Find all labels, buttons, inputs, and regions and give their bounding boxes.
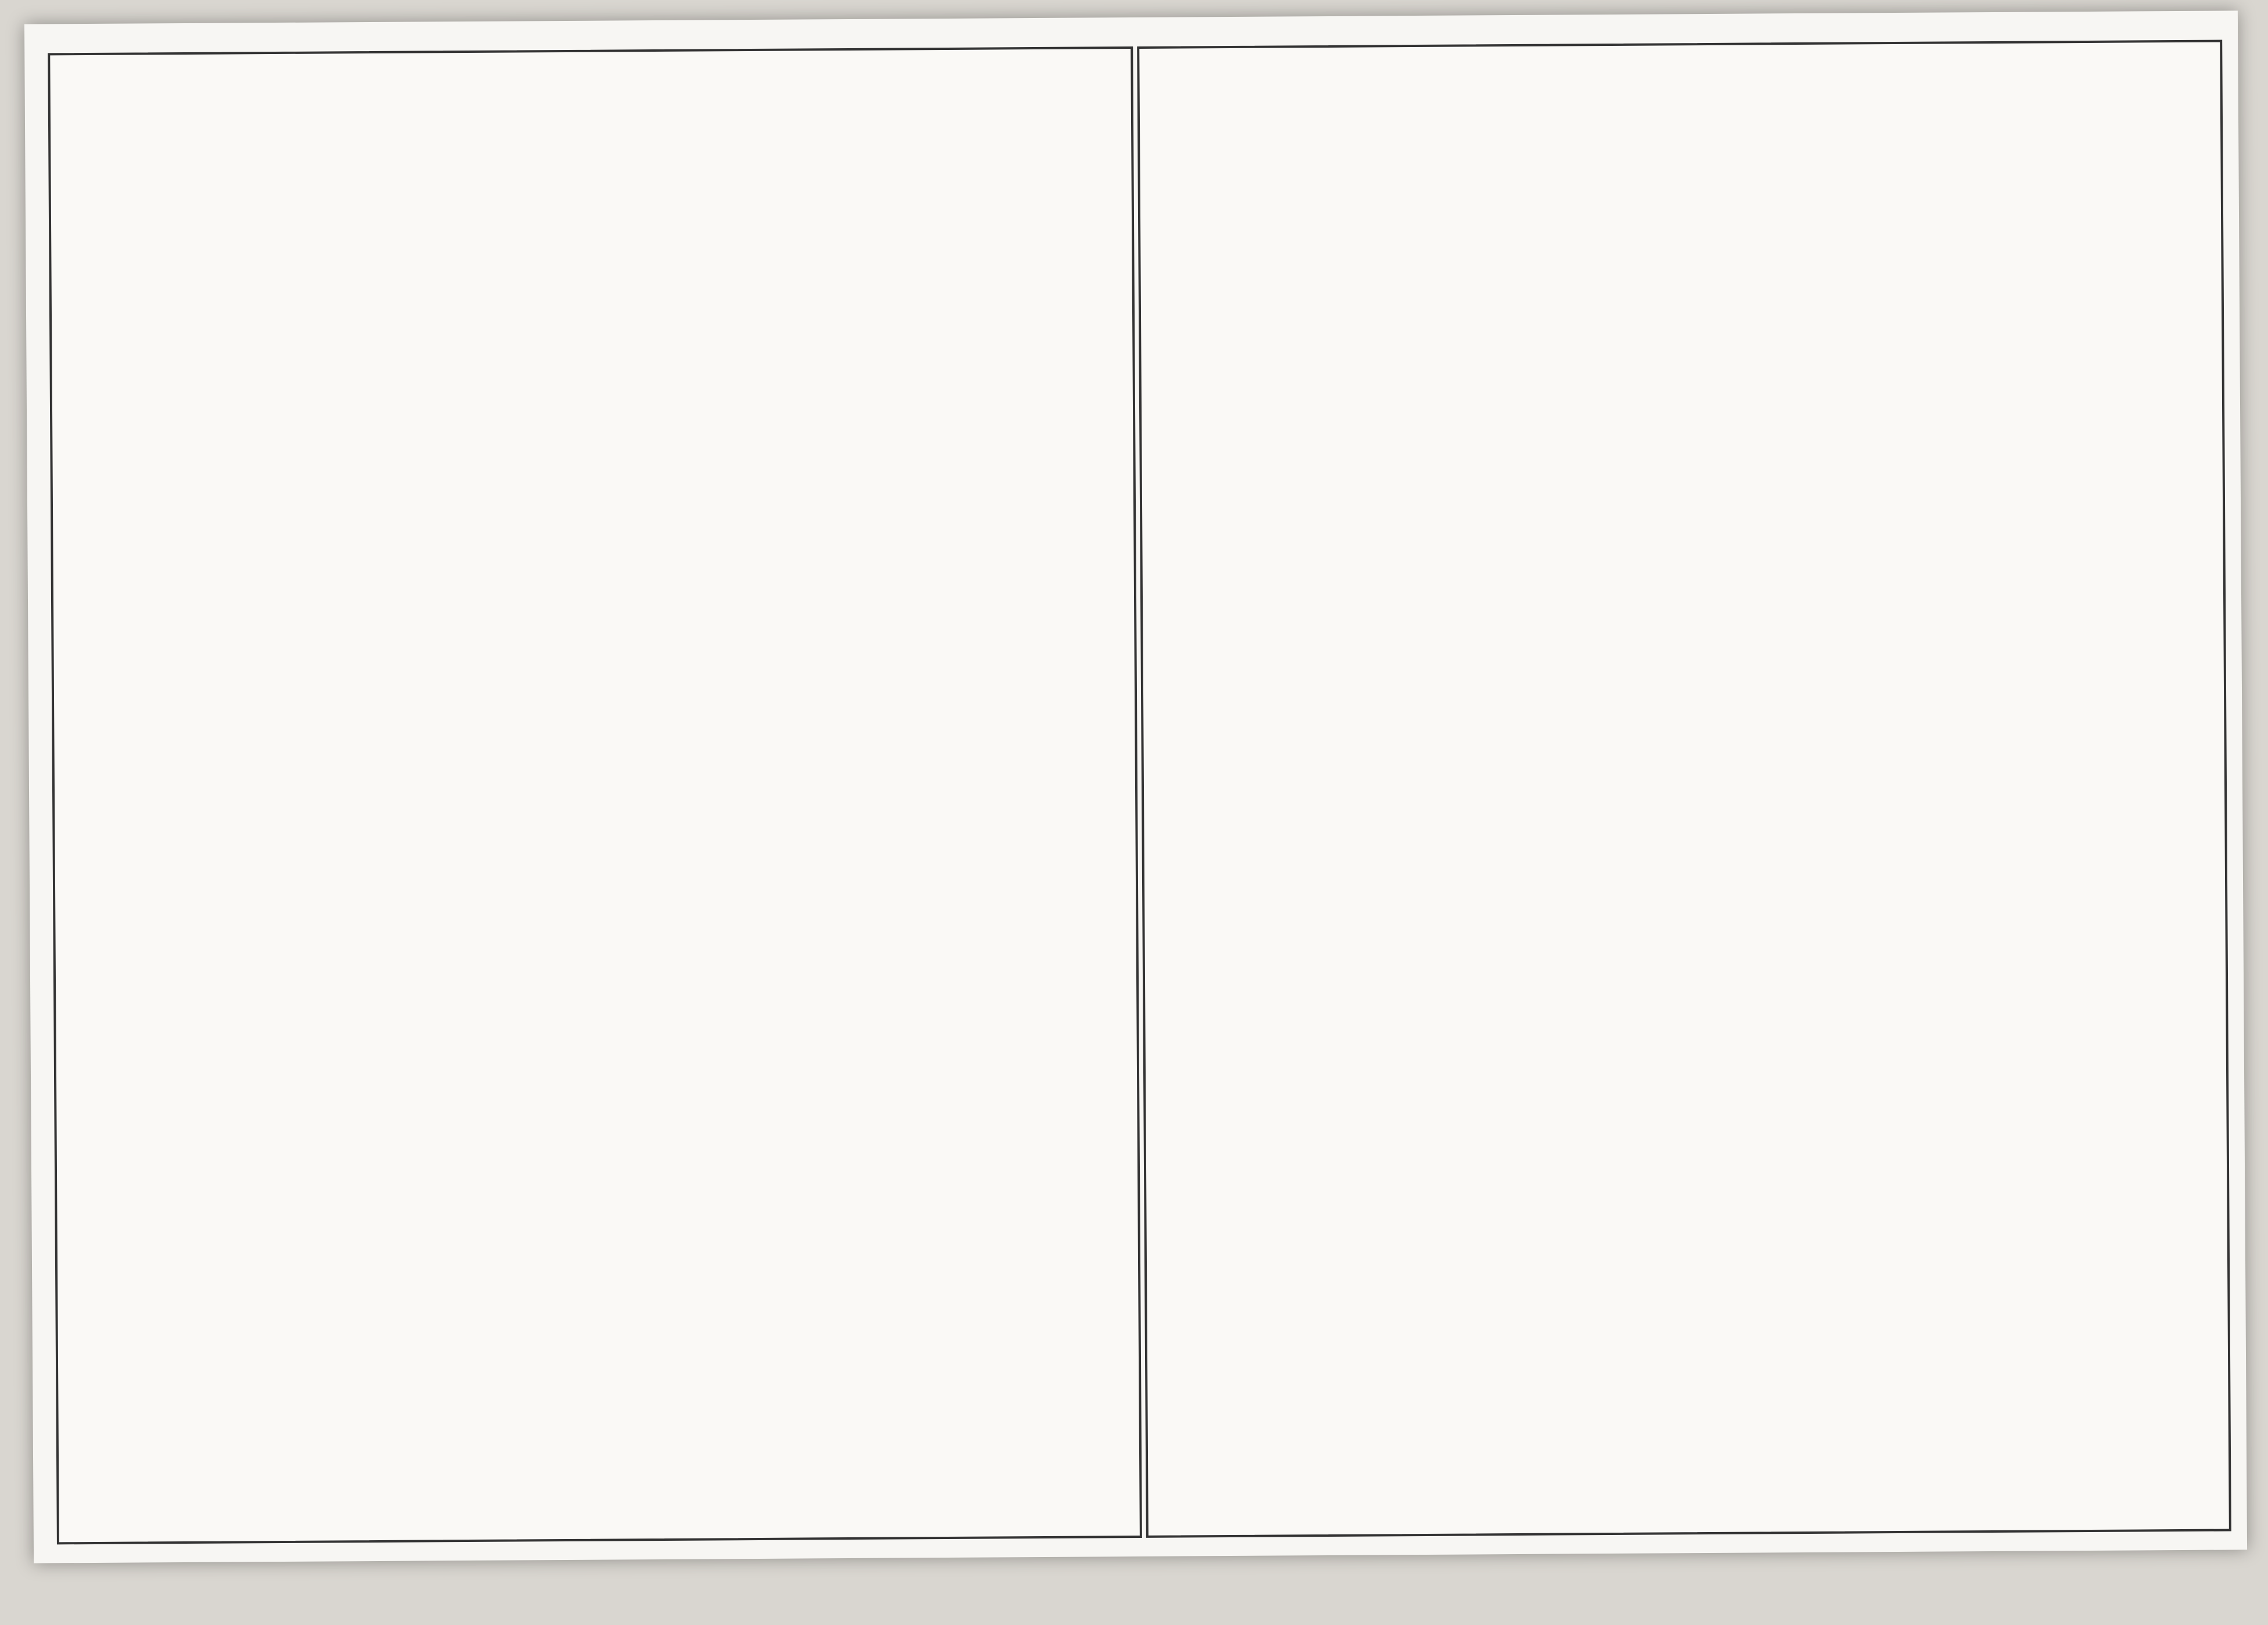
- right-page: [1137, 40, 2231, 1538]
- inspection-paper: [24, 10, 2247, 1563]
- left-page: [48, 46, 1142, 1544]
